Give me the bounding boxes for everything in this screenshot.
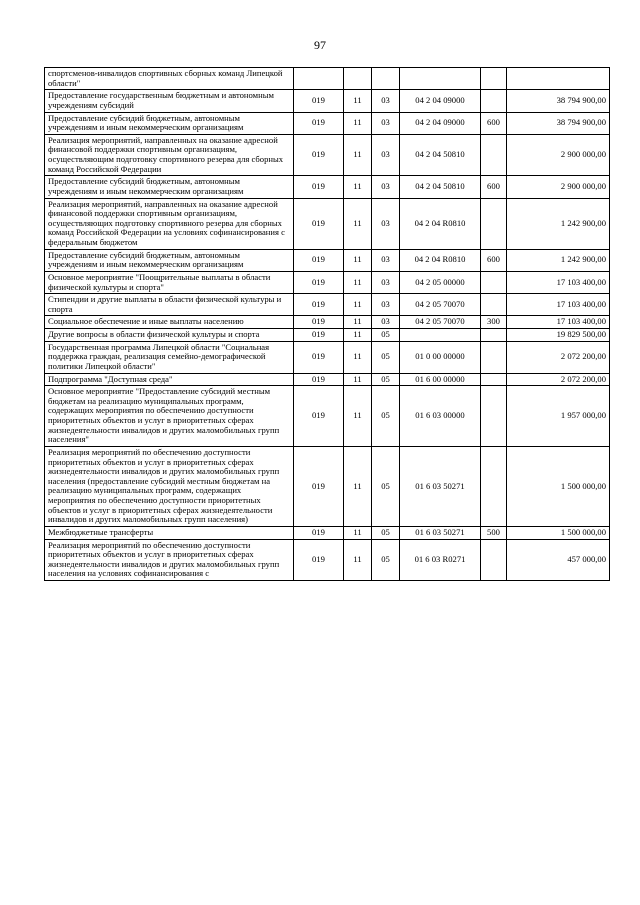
cell-expense-kind-code [481,373,507,386]
cell-target-code: 04 2 04 09000 [400,90,481,112]
cell-name: Межбюджетные трансферты [45,526,294,539]
cell-subsection-code: 03 [372,134,400,176]
cell-ministry-code: 019 [294,134,344,176]
cell-name: Реализация мероприятий, направленных на оказание адресной финансовой поддержки спортивным организациям, осуществляющим подготовку спортивного резерва для сборных команд Российской Федерации [45,134,294,176]
cell-subsection-code: 05 [372,539,400,581]
cell-target-code: 01 6 00 00000 [400,373,481,386]
cell-subsection-code: 03 [372,249,400,271]
cell-name: Предоставление субсидий бюджетным, автономным учреждениям и иным некоммерческим организациям [45,176,294,198]
cell-name: Стипендии и другие выплаты в области физической культуры и спорта [45,294,294,316]
cell-target-code: 01 6 03 R0271 [400,539,481,581]
cell-amount: 17 103 400,00 [507,294,610,316]
cell-expense-kind-code: 500 [481,526,507,539]
cell-ministry-code: 019 [294,249,344,271]
cell-subsection-code: 05 [372,373,400,386]
cell-amount: 17 103 400,00 [507,271,610,293]
cell-ministry-code: 019 [294,373,344,386]
cell-target-code: 04 2 05 00000 [400,271,481,293]
cell-subsection-code: 03 [372,271,400,293]
cell-expense-kind-code [481,386,507,447]
cell-section-code: 11 [344,198,372,249]
cell-name: Предоставление субсидий бюджетным, автономным учреждениям и иным некоммерческим организациям [45,112,294,134]
cell-target-code [400,329,481,342]
page-number: 97 [314,38,326,52]
budget-table [44,67,610,581]
cell-section-code: 11 [344,294,372,316]
cell-name: Подпрограмма "Доступная среда" [45,373,294,386]
cell-name: Реализация мероприятий по обеспечению доступности приоритетных объектов и услуг в приоритетных сферах жизнедеятельности инвалидов и других маломобильных групп населения (предоставление субсидий местным бюджетам на реализацию муниципальных программ, содержащих мероприятия по обеспечению доступности приоритетных объектов и услуг в приоритетных сферах жизнедеятельности инвалидов и других маломобильных групп населения) [45,446,294,526]
cell-expense-kind-code [481,134,507,176]
cell-name: Другие вопросы в области физической культуры и спорта [45,329,294,342]
cell-subsection-code: 03 [372,112,400,134]
cell-expense-kind-code: 600 [481,176,507,198]
table-row [45,341,610,373]
cell-name: Государственная программа Липецкой области "Социальная поддержка граждан, реализация семейно-демографической политики Липецкой области" [45,341,294,373]
cell-expense-kind-code: 300 [481,316,507,329]
cell-amount: 2 900 000,00 [507,134,610,176]
table-row [45,68,610,90]
cell-expense-kind-code [481,198,507,249]
cell-amount: 2 072 200,00 [507,341,610,373]
cell-section-code: 11 [344,316,372,329]
cell-amount: 17 103 400,00 [507,316,610,329]
cell-amount: 19 829 500,00 [507,329,610,342]
cell-target-code: 04 2 05 70070 [400,316,481,329]
budget-table-body [45,68,610,581]
cell-section-code: 11 [344,176,372,198]
cell-section-code: 11 [344,134,372,176]
cell-name: Реализация мероприятий по обеспечению доступности приоритетных объектов и услуг в приоритетных сферах жизнедеятельности инвалидов и других маломобильных групп населения на условиях софинансирования с [45,539,294,581]
table-row [45,373,610,386]
cell-subsection-code: 03 [372,176,400,198]
cell-expense-kind-code [481,271,507,293]
cell-amount: 2 900 000,00 [507,176,610,198]
cell-target-code: 01 6 03 50271 [400,446,481,526]
table-row [45,526,610,539]
cell-subsection-code [372,68,400,90]
cell-ministry-code: 019 [294,294,344,316]
cell-section-code: 11 [344,386,372,447]
cell-ministry-code: 019 [294,386,344,447]
cell-name: Основное мероприятие "Предоставление субсидий местным бюджетам на реализацию муниципальных программ, содержащих мероприятия по обеспечению доступности приоритетных объектов и услуг в приоритетных сферах жизнедеятельности инвалидов и других маломобильных групп населения" [45,386,294,447]
cell-amount: 1 500 000,00 [507,526,610,539]
cell-subsection-code: 05 [372,526,400,539]
cell-amount [507,68,610,90]
cell-amount: 1 242 900,00 [507,249,610,271]
cell-ministry-code: 019 [294,539,344,581]
table-row [45,249,610,271]
cell-amount: 38 794 900,00 [507,112,610,134]
table-row [45,176,610,198]
cell-subsection-code: 05 [372,341,400,373]
cell-subsection-code: 03 [372,294,400,316]
cell-section-code: 11 [344,112,372,134]
table-row [45,329,610,342]
cell-expense-kind-code [481,90,507,112]
table-row [45,539,610,581]
table-row [45,294,610,316]
cell-amount: 457 000,00 [507,539,610,581]
cell-section-code: 11 [344,539,372,581]
cell-ministry-code: 019 [294,329,344,342]
cell-expense-kind-code [481,294,507,316]
cell-subsection-code: 05 [372,446,400,526]
cell-section-code [344,68,372,90]
table-row [45,386,610,447]
cell-ministry-code [294,68,344,90]
cell-name: Основное мероприятие "Поощрительные выплаты в области физической культуры и спорта" [45,271,294,293]
cell-expense-kind-code [481,341,507,373]
cell-amount: 2 072 200,00 [507,373,610,386]
cell-amount: 1 242 900,00 [507,198,610,249]
cell-expense-kind-code [481,539,507,581]
cell-section-code: 11 [344,526,372,539]
cell-amount: 38 794 900,00 [507,90,610,112]
cell-ministry-code: 019 [294,341,344,373]
table-row [45,90,610,112]
cell-ministry-code: 019 [294,198,344,249]
cell-name: Предоставление субсидий бюджетным, автономным учреждениям и иным некоммерческим организациям [45,249,294,271]
cell-target-code: 04 2 04 09000 [400,112,481,134]
cell-subsection-code: 03 [372,90,400,112]
cell-name: Реализация мероприятий, направленных на оказание адресной финансовой поддержки спортивным организациям, осуществляющих подготовку спортивного резерва для сборных команд Российской Федерации на условиях софинансирования с федеральным бюджетом [45,198,294,249]
cell-subsection-code: 05 [372,386,400,447]
table-row [45,112,610,134]
cell-section-code: 11 [344,373,372,386]
cell-target-code [400,68,481,90]
cell-target-code: 04 2 04 50810 [400,176,481,198]
cell-expense-kind-code: 600 [481,249,507,271]
cell-target-code: 04 2 04 50810 [400,134,481,176]
cell-section-code: 11 [344,446,372,526]
cell-ministry-code: 019 [294,316,344,329]
cell-amount: 1 500 000,00 [507,446,610,526]
cell-ministry-code: 019 [294,112,344,134]
table-row [45,316,610,329]
cell-section-code: 11 [344,249,372,271]
cell-target-code: 04 2 04 R0810 [400,249,481,271]
cell-name: спортсменов-инвалидов спортивных сборных команд Липецкой области" [45,68,294,90]
cell-section-code: 11 [344,341,372,373]
cell-section-code: 11 [344,329,372,342]
cell-expense-kind-code [481,446,507,526]
cell-target-code: 01 6 03 00000 [400,386,481,447]
cell-amount: 1 957 000,00 [507,386,610,447]
cell-name: Социальное обеспечение и иные выплаты населению [45,316,294,329]
cell-target-code: 01 6 03 50271 [400,526,481,539]
cell-target-code: 04 2 05 70070 [400,294,481,316]
cell-section-code: 11 [344,271,372,293]
cell-ministry-code: 019 [294,271,344,293]
cell-target-code: 01 0 00 00000 [400,341,481,373]
table-row [45,446,610,526]
cell-target-code: 04 2 04 R0810 [400,198,481,249]
cell-subsection-code: 05 [372,329,400,342]
cell-name: Предоставление государственным бюджетным и автономным учреждениям субсидий [45,90,294,112]
cell-ministry-code: 019 [294,526,344,539]
cell-expense-kind-code: 600 [481,112,507,134]
cell-ministry-code: 019 [294,176,344,198]
cell-subsection-code: 03 [372,198,400,249]
cell-ministry-code: 019 [294,90,344,112]
cell-expense-kind-code [481,68,507,90]
table-row [45,198,610,249]
table-row [45,271,610,293]
cell-subsection-code: 03 [372,316,400,329]
cell-expense-kind-code [481,329,507,342]
cell-ministry-code: 019 [294,446,344,526]
table-row [45,134,610,176]
cell-section-code: 11 [344,90,372,112]
